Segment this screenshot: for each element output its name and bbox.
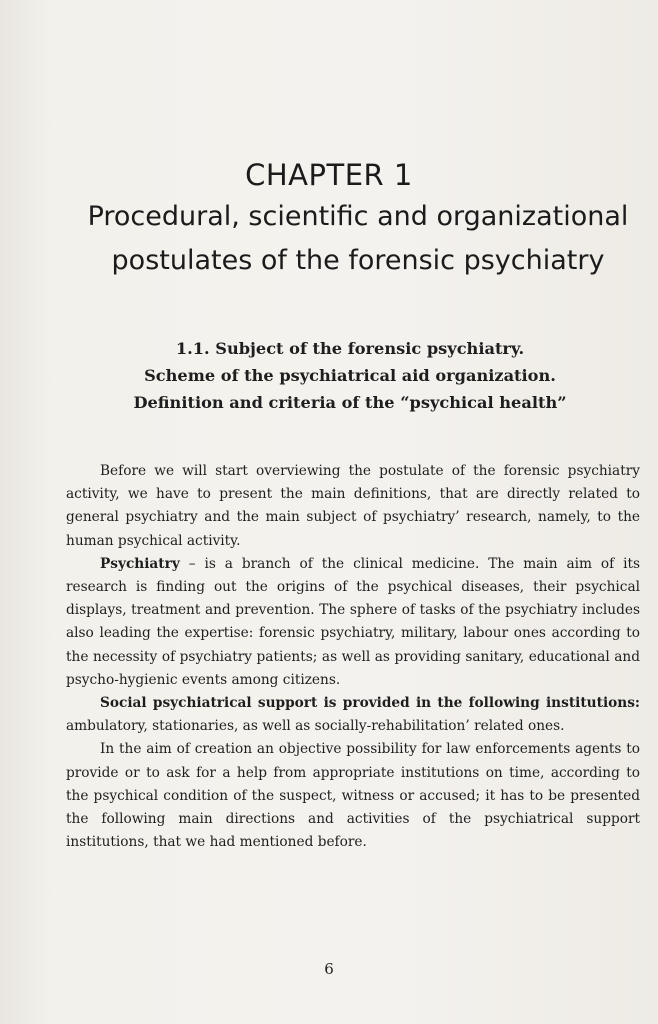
- social-support-text: ambulatory, stationaries, as well as socially-rehabilitation’ related ones.: [66, 718, 565, 735]
- body-text: [66, 460, 640, 854]
- psychiatry-definition-text: – is a branch of the clinical medicine. The main aim of its research is finding out the origins of the psychical diseases, their psychical displays, treatment and prevention. The sphere of tasks of the psychiatry includes also leading the expertise: forensic psychiatry, military, labour ones according to the necessity of psychiatry patients; as well as providing sanitary, educational and psycho-hygienic events among citizens.: [66, 555, 640, 688]
- paragraph-law-enforcement: In the aim of creation an objective possibility for law enforcements agents to provide or to ask for a help from appropriate institutions on time, according to the psychical condition of the suspect, witness or accused; it has to be presented the following main directions and activities of the psychiatrical support institutions, that we had mentioned before.: [66, 741, 640, 851]
- section-heading: [100, 335, 600, 416]
- term-psychiatry: Psychiatry: [100, 555, 180, 572]
- paragraph-social-support: [66, 692, 640, 738]
- paragraph-psychiatry-definition: [66, 553, 640, 692]
- section-heading-line-2: Scheme of the psychiatrical aid organization.: [144, 366, 556, 385]
- paragraph-intro: Before we will start overviewing the postulate of the forensic psychiatry activity, we have to present the main definitions, that are directly related to general psychiatry and the main subject of psychiatry’ research, namely, to the human psychical activity.: [66, 463, 640, 549]
- chapter-title: Procedural, scientific and organizational postulates of the forensic psychiatry: [87, 201, 629, 276]
- section-heading-line-1: 1.1. Subject of the forensic psychiatry.: [175, 339, 525, 358]
- term-social-support: Social psychiatrical support is provided in the following institutions:: [100, 695, 640, 712]
- section-heading-line-3: Definition and criteria of the “psychical health”: [133, 393, 567, 412]
- chapter-label: CHAPTER 1: [245, 158, 413, 192]
- page-number: 6: [324, 960, 334, 978]
